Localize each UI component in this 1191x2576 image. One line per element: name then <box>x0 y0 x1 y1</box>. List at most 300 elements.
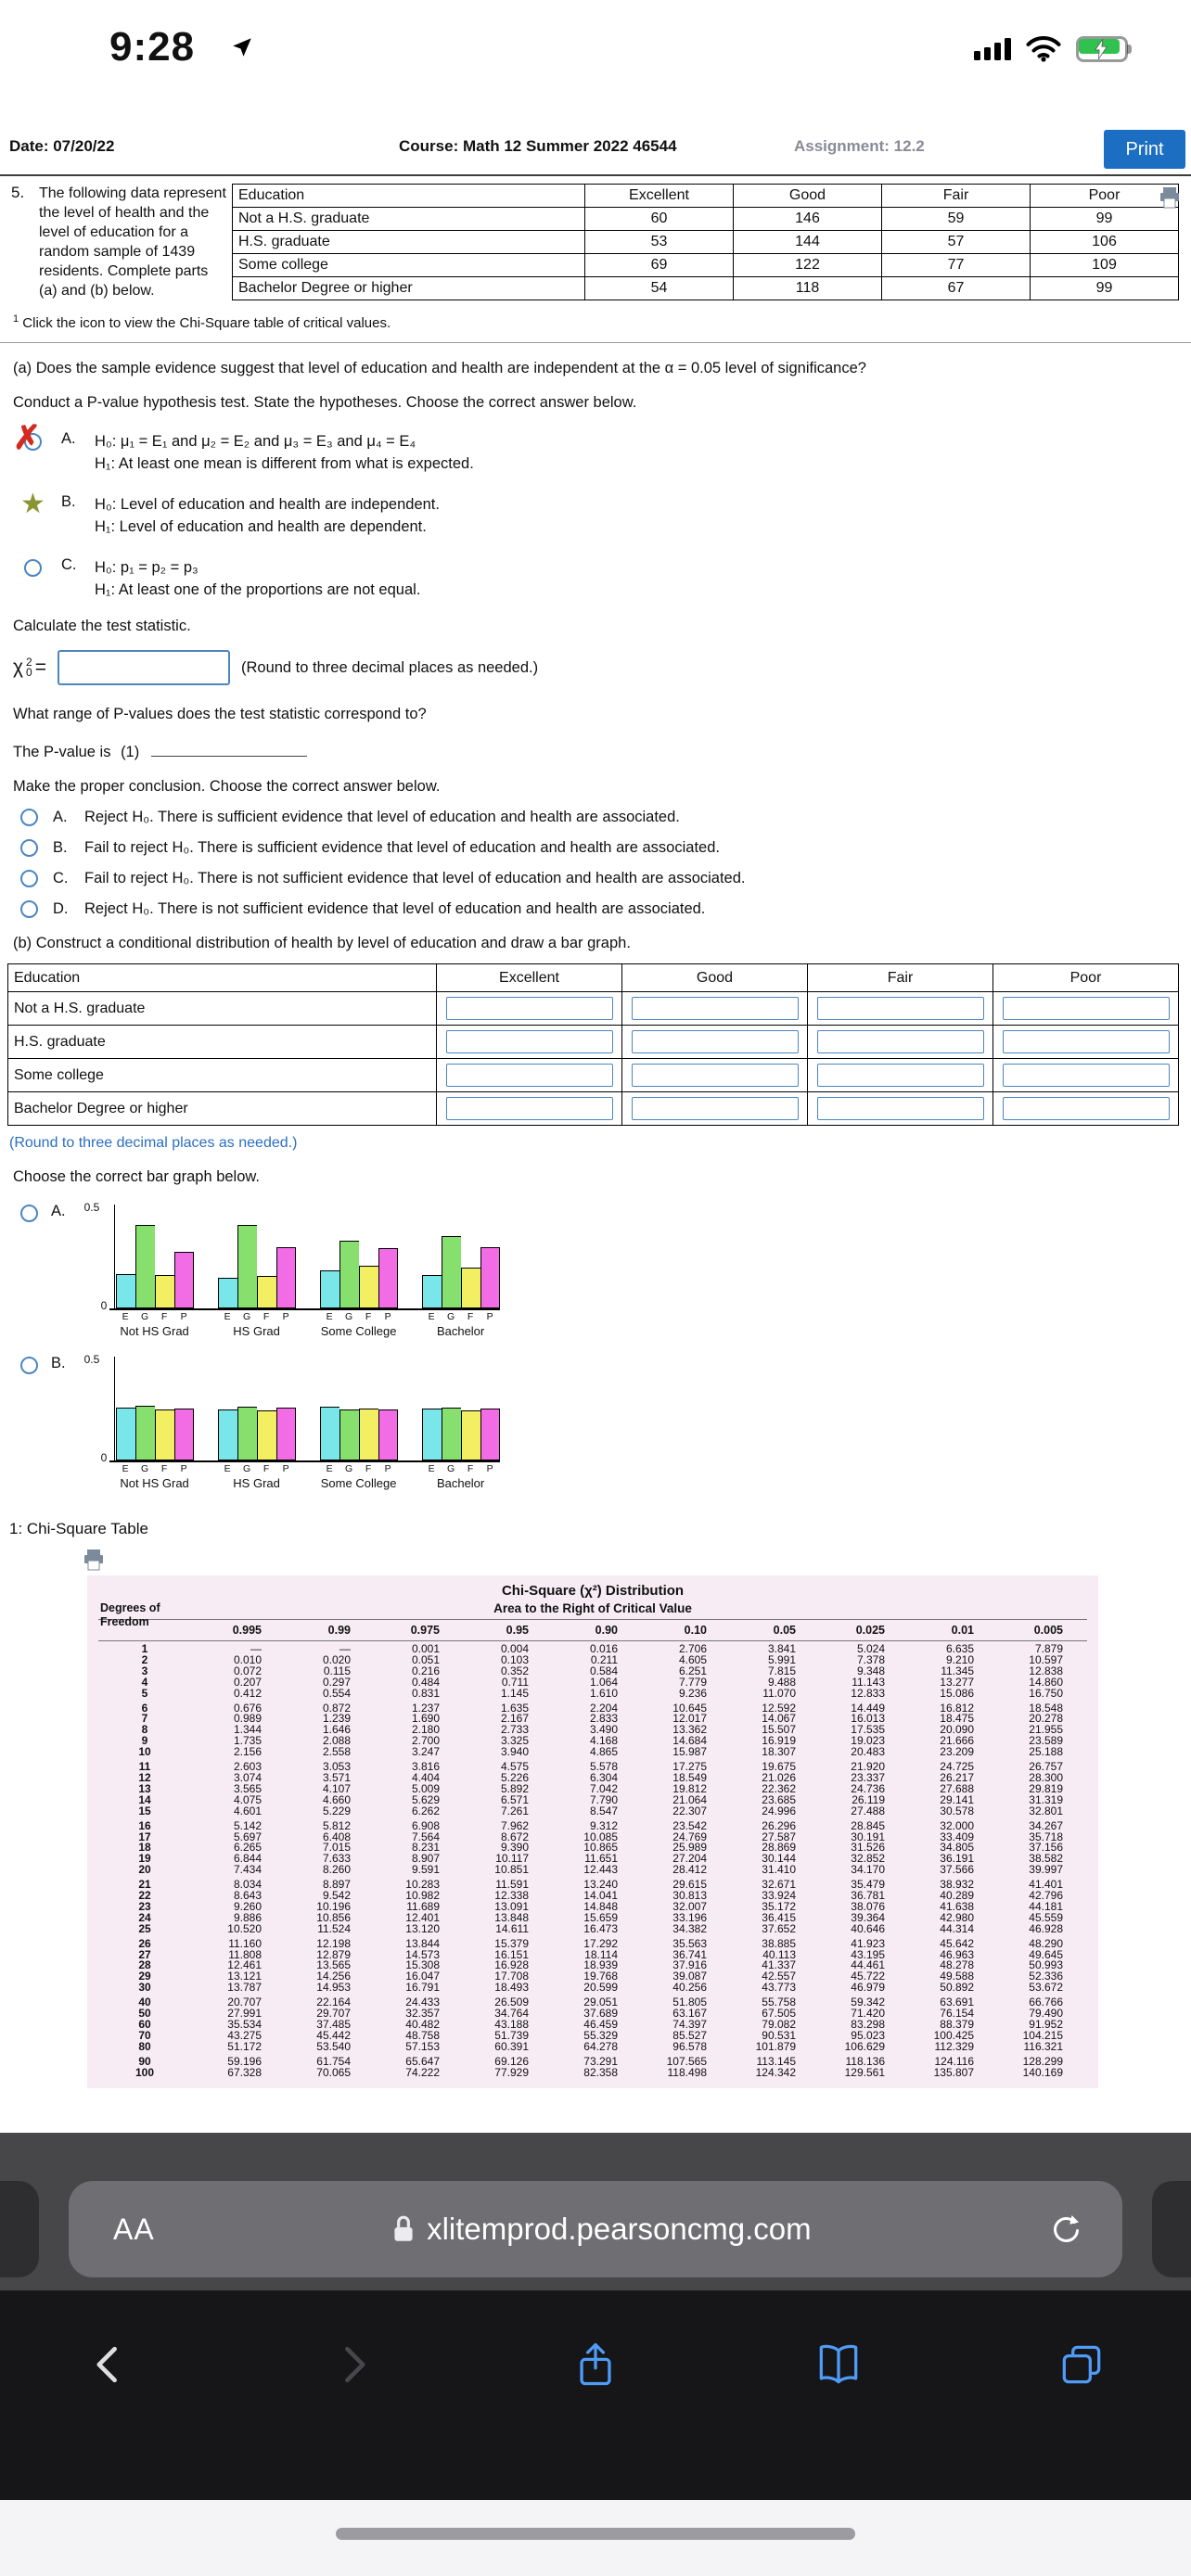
chi-critical-value: 9.591 <box>411 1863 440 1877</box>
chi-critical-value: 2.833 <box>589 1712 618 1726</box>
hypothesis-choice-b[interactable] <box>17 489 1191 538</box>
chi-critical-value: 67.505 <box>762 2007 796 2021</box>
chi-critical-value: 16.750 <box>1029 1686 1063 1700</box>
chi-critical-value: 7.564 <box>411 1830 440 1843</box>
chi-critical-value: 7.015 <box>322 1841 351 1855</box>
bar-p <box>174 1252 194 1308</box>
chi-critical-value: 16.919 <box>762 1734 796 1748</box>
chi-critical-value: 44.181 <box>1029 1899 1063 1913</box>
chi-critical-value: 38.076 <box>851 1899 885 1913</box>
forward-button[interactable] <box>327 2337 378 2392</box>
chi-critical-value: 27.488 <box>851 1804 885 1817</box>
chi-critical-value: 29.819 <box>1029 1781 1063 1795</box>
part-a-question: (a) Does the sample evidence suggest that level of education and health are independent at the α = 0.05 level of significance? <box>13 360 866 376</box>
bar-f <box>359 1266 378 1308</box>
answer-input[interactable] <box>632 1030 799 1053</box>
chi-critical-value: 7.779 <box>678 1675 707 1689</box>
chi-critical-value: 24.769 <box>672 1830 707 1843</box>
chi-critical-value: 37.652 <box>762 1921 796 1935</box>
cellular-signal-icon <box>974 37 1011 60</box>
chi-critical-value: 32.852 <box>851 1852 885 1866</box>
answer-input[interactable] <box>632 997 799 1020</box>
health-value-cell: 67 <box>882 277 1031 300</box>
df-value: 27 <box>138 1947 151 1961</box>
chi-critical-value: 22.362 <box>762 1781 796 1795</box>
chi-critical-value: 0.004 <box>500 1642 529 1655</box>
chi-critical-value: 21.026 <box>762 1770 796 1784</box>
chi-critical-value: 43.275 <box>227 2028 262 2042</box>
chi-critical-value: 4.660 <box>322 1792 351 1806</box>
chi-critical-value: 23.542 <box>672 1818 707 1832</box>
chi-critical-value: 27.688 <box>940 1781 974 1795</box>
bar-letter: P <box>180 1311 187 1322</box>
df-value: 50 <box>138 2007 151 2021</box>
chi-critical-value: 2.156 <box>233 1745 262 1759</box>
reload-button[interactable] <box>1048 2213 1082 2246</box>
chi-table-header-row <box>98 1620 1087 1641</box>
hypothesis-choice-c[interactable] <box>17 556 1191 601</box>
chi-critical-value: 15.086 <box>940 1686 974 1700</box>
chi-table-section-label: 1: Chi-Square Table <box>9 1520 148 1537</box>
chi-critical-value: 46.979 <box>851 1981 885 1995</box>
graph-option-letter: B. <box>51 1355 66 1371</box>
graph-option-radio[interactable] <box>20 1205 38 1222</box>
chi-critical-value: 31.410 <box>762 1863 796 1877</box>
chi-critical-value: 63.167 <box>672 2007 707 2021</box>
chi-critical-value: 42.796 <box>1029 1889 1063 1903</box>
bar-g <box>339 1241 359 1308</box>
answer-input[interactable] <box>632 1097 799 1120</box>
print-table-icon[interactable] <box>82 1548 106 1572</box>
partb-cell <box>622 1026 808 1059</box>
chi-critical-value: 0.711 <box>501 1675 529 1689</box>
chi-critical-value: 12.838 <box>1029 1664 1063 1677</box>
chi-column-header: 0.025 <box>855 1624 885 1637</box>
radio-button[interactable] <box>20 900 38 918</box>
chi-table-row <box>98 1983 1087 1994</box>
df-value: 28 <box>138 1958 151 1972</box>
chi-table-row <box>98 1686 1087 1700</box>
education-row-label: H.S. graduate <box>8 1026 437 1059</box>
chi-critical-value: 26.757 <box>1029 1760 1063 1774</box>
chi-critical-value: 95.023 <box>851 2028 885 2042</box>
chi-critical-value: 6.908 <box>411 1818 440 1832</box>
chi-critical-value: 2.700 <box>411 1734 440 1748</box>
health-value-cell: 122 <box>734 254 882 277</box>
chi-critical-value: 30.813 <box>672 1889 707 1903</box>
bar-letter: F <box>263 1311 270 1322</box>
problem-number: 5. <box>11 184 25 201</box>
chi-critical-value: 32.357 <box>405 2007 440 2021</box>
chi-critical-value: 32.671 <box>762 1878 796 1892</box>
chi-critical-value: 16.013 <box>851 1712 885 1726</box>
print-button[interactable]: Print <box>1104 130 1185 169</box>
bar-letter: G <box>345 1463 353 1474</box>
choice-text: Fail to reject H₀. There is sufficient evidence that level of education and health are associated. <box>84 839 720 856</box>
chi-critical-value: 24.736 <box>851 1781 885 1795</box>
health-education-table <box>232 184 1179 300</box>
chi-table-row <box>98 1865 1087 1876</box>
chi-critical-value: 4.404 <box>411 1770 440 1784</box>
bar-cluster <box>320 1205 398 1308</box>
answer-input[interactable] <box>1003 1064 1170 1087</box>
chi-critical-value: 2.167 <box>500 1712 529 1726</box>
chi-critical-value: 12.592 <box>762 1701 796 1715</box>
incorrect-x-icon: ✗ <box>13 418 42 456</box>
print-page-icon[interactable] <box>1158 185 1182 210</box>
chi-critical-value: 13.844 <box>405 1936 440 1950</box>
chi-table-row <box>98 2065 1087 2079</box>
chi-critical-value: 25.188 <box>1029 1745 1063 1759</box>
chi-critical-value: 1.735 <box>233 1734 262 1748</box>
df-value: 29 <box>138 1970 151 1983</box>
chi-critical-value: 50.892 <box>940 1981 974 1995</box>
chi-critical-value: 1.237 <box>411 1701 440 1715</box>
chi-critical-value: 0.484 <box>411 1675 440 1689</box>
chi-critical-value: 16.812 <box>940 1701 974 1715</box>
chi-column-header: 0.05 <box>773 1624 796 1637</box>
chi-critical-value: 30.144 <box>762 1852 796 1866</box>
part-b-round-note: (Round to three decimal places as needed.) <box>9 1135 298 1151</box>
chi-critical-value: 24.996 <box>762 1804 796 1817</box>
df-value: 15 <box>138 1804 151 1817</box>
chi-critical-value: 106.629 <box>844 2039 885 2053</box>
bar-e <box>320 1270 339 1308</box>
chi-critical-value: 82.358 <box>583 2065 618 2079</box>
health-value-cell: 109 <box>1031 254 1179 277</box>
radio-button[interactable] <box>20 870 38 887</box>
answer-input[interactable] <box>446 1030 613 1053</box>
chi-critical-value: 14.573 <box>405 1947 440 1961</box>
chi-critical-value: 12.338 <box>494 1889 529 1903</box>
education-column-header: Education <box>233 185 585 208</box>
chi-critical-value: 9.886 <box>233 1910 262 1924</box>
df-value: 40 <box>138 1996 151 2009</box>
chi-critical-value: 19.812 <box>672 1781 707 1795</box>
chi-critical-value: 0.072 <box>233 1664 262 1677</box>
chi-critical-value: 129.561 <box>844 2065 885 2079</box>
health-value-cell: 77 <box>882 254 1031 277</box>
chi-critical-value: 0.989 <box>233 1712 262 1726</box>
answer-input[interactable] <box>446 997 613 1020</box>
chi-critical-value: 18.307 <box>762 1745 796 1759</box>
chi-critical-value: 135.807 <box>933 2065 974 2079</box>
chi-critical-value: 70.065 <box>316 2065 351 2079</box>
chi-critical-value: 128.299 <box>1022 2054 1063 2068</box>
chi-critical-value: 6.408 <box>322 1830 351 1843</box>
bar-letter: E <box>224 1463 231 1474</box>
location-arrow-icon <box>230 35 254 59</box>
chi-critical-value: 11.143 <box>852 1675 885 1689</box>
chi-critical-value: 6.262 <box>411 1804 440 1817</box>
plot-area <box>116 1205 500 1338</box>
chi-critical-value: 37.916 <box>672 1958 707 1972</box>
health-value-cell: 144 <box>734 231 882 254</box>
chi-critical-value: 2.180 <box>411 1723 440 1737</box>
chi-critical-value: 1.344 <box>233 1723 262 1737</box>
home-indicator[interactable] <box>336 2528 855 2540</box>
chi-critical-value: 35.718 <box>1029 1830 1063 1843</box>
p-value-marker: (1) <box>121 744 140 760</box>
answer-input[interactable] <box>446 1097 613 1120</box>
partb-row <box>8 992 1179 1026</box>
answer-input[interactable] <box>1003 997 1170 1020</box>
df-value: 13 <box>138 1781 151 1795</box>
partb-cell <box>622 1092 808 1126</box>
choice-text: Reject H₀. There is not sufficient evidence that level of education and health are associated. <box>84 900 706 917</box>
health-value-cell: 99 <box>1031 277 1179 300</box>
chi-critical-value: 14.041 <box>583 1889 618 1903</box>
chi-critical-value: 9.236 <box>678 1686 707 1700</box>
bar-letter: E <box>326 1463 333 1474</box>
chi-critical-value: 37.156 <box>1029 1841 1063 1855</box>
answer-input[interactable] <box>632 1064 799 1087</box>
chi-critical-value: 17.535 <box>851 1723 885 1737</box>
choice-c-marker <box>17 556 61 601</box>
clock: 9:28 <box>109 24 196 70</box>
answer-input[interactable] <box>446 1064 613 1087</box>
partb-cell <box>993 1026 1179 1059</box>
chi-critical-value: 8.672 <box>500 1830 529 1843</box>
df-value: 1 <box>141 1642 148 1655</box>
chi-critical-value: 5.009 <box>411 1781 440 1795</box>
answer-input[interactable] <box>817 1030 984 1053</box>
health-table-row <box>233 231 1179 254</box>
chi-critical-value: 49.588 <box>940 1970 974 1983</box>
chi-critical-value: 34.267 <box>1029 1818 1063 1832</box>
conclusion-choice-c[interactable] <box>20 870 1191 887</box>
chi-critical-value: 23.589 <box>1029 1734 1063 1748</box>
chi-critical-value: 0.115 <box>323 1664 351 1677</box>
df-value: 11 <box>138 1760 151 1774</box>
chi-critical-value: 55.329 <box>583 2028 618 2042</box>
chi-critical-value: 16.791 <box>405 1981 440 1995</box>
bar-cluster <box>422 1357 500 1460</box>
bar-letter: E <box>428 1311 435 1322</box>
bar-letter-row <box>218 1311 296 1322</box>
chi-critical-value: 2.204 <box>589 1701 618 1715</box>
date-label: Date: 07/20/22 <box>9 137 115 155</box>
bar-g <box>135 1225 155 1308</box>
choice-text: H₀: p₁ = p₂ = p₃ H₁: At least one of the proportions are not equal. <box>95 559 421 598</box>
radio-button[interactable] <box>20 809 38 826</box>
chi-critical-value: 37.689 <box>583 2007 618 2021</box>
education-row-label: Bachelor Degree or higher <box>233 277 585 300</box>
chi-critical-value: 15.659 <box>583 1910 618 1924</box>
chi-critical-value: 33.409 <box>940 1830 974 1843</box>
chi-critical-value: 12.017 <box>672 1712 707 1726</box>
chi-critical-value: 37.566 <box>940 1863 974 1877</box>
chi-critical-value: 55.758 <box>762 1996 796 2009</box>
chi-critical-value: 36.741 <box>672 1947 707 1961</box>
chi-critical-value: 53.672 <box>1029 1981 1063 1995</box>
chi-critical-value: 1.646 <box>322 1723 351 1737</box>
chi-table-row <box>98 2039 1087 2053</box>
chi-critical-value: 0.016 <box>589 1642 618 1655</box>
choice-letter: A. <box>61 430 76 447</box>
chi-critical-value: 77.929 <box>494 2065 529 2079</box>
answer-input[interactable] <box>1003 1030 1170 1053</box>
bar-group <box>116 1357 194 1490</box>
chi-critical-value: 30.191 <box>851 1830 885 1843</box>
chi-critical-value: 28.300 <box>1029 1770 1063 1784</box>
bar-letter: G <box>447 1463 455 1474</box>
conclusion-choice-d[interactable] <box>20 900 1191 918</box>
chi-critical-value: 10.982 <box>405 1889 440 1903</box>
bar-g <box>442 1236 461 1308</box>
partb-cell <box>437 1026 622 1059</box>
chi-critical-value: 36.191 <box>940 1852 974 1866</box>
bar-f <box>359 1409 378 1460</box>
chi-critical-value: 7.633 <box>322 1852 351 1866</box>
chi-critical-value: 118.136 <box>845 2054 885 2068</box>
chi-critical-value: 3.571 <box>322 1770 351 1784</box>
chi-critical-value: 12.461 <box>227 1958 262 1972</box>
chi-critical-value: 18.114 <box>584 1947 618 1961</box>
partb-cell <box>993 1092 1179 1126</box>
answer-input[interactable] <box>1003 1097 1170 1120</box>
chi-critical-value: 14.953 <box>316 1981 351 1995</box>
chi-critical-value: 6.844 <box>233 1852 262 1866</box>
bar-p <box>276 1408 296 1460</box>
p-value-prefix: The P-value is <box>13 744 111 760</box>
health-table-header-row <box>233 185 1179 208</box>
chi-critical-value: 51.739 <box>494 2028 529 2042</box>
bar-letter-row <box>320 1463 398 1474</box>
chi-table-footnote-link[interactable] <box>13 313 1191 331</box>
assignment-header <box>0 132 1191 174</box>
chi-critical-value: 65.647 <box>405 2054 440 2068</box>
health-value-cell: 57 <box>882 231 1031 254</box>
answer-input[interactable] <box>817 997 984 1020</box>
bar-letter: F <box>467 1311 474 1322</box>
tabs-button[interactable] <box>1056 2337 1108 2392</box>
chi-critical-value: 35.172 <box>762 1899 796 1913</box>
bar-letter: P <box>486 1311 493 1322</box>
df-value: 20 <box>138 1863 151 1877</box>
bar-g <box>135 1406 155 1460</box>
bar-letter: G <box>447 1311 455 1322</box>
radio-button[interactable] <box>20 839 38 857</box>
df-value: 60 <box>138 2018 151 2031</box>
health-table-row <box>233 277 1179 300</box>
group-label: HS Grad <box>233 1324 280 1338</box>
chi-critical-value: 66.766 <box>1029 1996 1063 2009</box>
graph-option-radio[interactable] <box>20 1357 38 1374</box>
choice-letter: B. <box>53 839 68 856</box>
chi-critical-value: 41.638 <box>940 1899 974 1913</box>
chi-critical-value: 49.645 <box>1029 1947 1063 1961</box>
chi-critical-value: 9.210 <box>945 1652 974 1666</box>
p-value-dropdown-blank[interactable] <box>151 744 307 757</box>
chi-critical-value: 34.382 <box>672 1921 707 1935</box>
bar-cluster <box>422 1205 500 1308</box>
chi-critical-value: 14.449 <box>851 1701 885 1715</box>
chi-critical-value: 3.816 <box>411 1760 440 1774</box>
bar-letter: P <box>180 1463 187 1474</box>
lock-icon <box>391 2214 416 2244</box>
chi-critical-value: 14.860 <box>1029 1675 1063 1689</box>
chi-critical-value: 41.401 <box>1029 1878 1063 1892</box>
chi-critical-value: 26.296 <box>762 1818 796 1832</box>
choice-letter: C. <box>61 556 77 573</box>
previous-tab-stub[interactable] <box>0 2181 39 2277</box>
chi-critical-value: 5.229 <box>322 1804 351 1817</box>
radio-button[interactable] <box>24 559 42 577</box>
chi-critical-value: 15.379 <box>494 1936 529 1950</box>
back-button[interactable] <box>83 2337 135 2392</box>
safari-toolbar <box>0 2290 1191 2500</box>
answer-input[interactable] <box>817 1097 984 1120</box>
chi-critical-value: 1.145 <box>500 1686 529 1700</box>
webpage-content <box>0 93 1191 2133</box>
chi-critical-value: 20.278 <box>1029 1712 1063 1726</box>
education-row-label: Bachelor Degree or higher <box>8 1092 437 1126</box>
chi-critical-value: 19.023 <box>851 1734 885 1748</box>
next-tab-stub[interactable] <box>1152 2181 1191 2277</box>
chi-critical-value: 27.204 <box>672 1852 707 1866</box>
conclusion-choice-a[interactable] <box>20 809 1191 826</box>
chi-critical-value: 0.676 <box>233 1701 262 1715</box>
hypothesis-choice-a[interactable] <box>13 418 1191 475</box>
bar-group <box>218 1205 296 1338</box>
bar-letter: G <box>141 1463 149 1474</box>
partb-cell <box>993 992 1179 1026</box>
chi-critical-value: 28.412 <box>672 1863 707 1877</box>
df-value: 23 <box>138 1899 151 1913</box>
chi-critical-value: 43.188 <box>494 2018 529 2031</box>
bar-letter: F <box>365 1311 372 1322</box>
chi-critical-value: 3.325 <box>500 1734 529 1748</box>
chi-critical-value: 4.865 <box>589 1745 618 1759</box>
safari-chrome <box>0 2133 1191 2576</box>
chi-critical-value: 6.251 <box>678 1664 707 1677</box>
chi-critical-value: 45.642 <box>940 1936 974 1950</box>
chi-critical-value: 51.805 <box>672 1996 707 2009</box>
chi-critical-value: 0.412 <box>233 1686 262 1700</box>
health-column-header: Good <box>734 185 882 208</box>
chi-critical-value: 9.542 <box>322 1889 351 1903</box>
conclusion-choice-b[interactable] <box>20 839 1191 857</box>
bookmarks-button[interactable] <box>813 2337 864 2392</box>
chi-critical-value: 20.707 <box>227 1996 262 2009</box>
chi-critical-value: 12.443 <box>583 1863 618 1877</box>
education-row-label: H.S. graduate <box>233 231 585 254</box>
chi-critical-value: 20.599 <box>583 1981 618 1995</box>
chi-critical-value: 7.815 <box>767 1664 796 1677</box>
df-value: 12 <box>138 1770 151 1784</box>
chi-critical-value: 71.420 <box>851 2007 885 2021</box>
bar-letter: E <box>122 1311 129 1322</box>
answer-input[interactable] <box>817 1064 984 1087</box>
chi-critical-value: 36.415 <box>762 1910 796 1924</box>
chi-square-table <box>87 1575 1098 2088</box>
df-value: 80 <box>138 2039 151 2053</box>
chi-critical-value: 11.070 <box>762 1686 796 1700</box>
test-statistic-input[interactable] <box>58 650 230 685</box>
share-button[interactable] <box>570 2337 621 2392</box>
chi-critical-value: 0.020 <box>322 1652 351 1666</box>
address-bar[interactable] <box>69 2181 1122 2277</box>
reader-aa-button[interactable]: AA <box>113 2212 155 2246</box>
chi-critical-value: 1.635 <box>500 1701 529 1715</box>
chi-critical-value: 9.390 <box>500 1841 529 1855</box>
chi-critical-value: 10.283 <box>405 1878 440 1892</box>
bar-letter-row <box>116 1311 194 1322</box>
df-value: 7 <box>141 1712 148 1726</box>
chi-critical-value: 3.940 <box>500 1745 529 1759</box>
df-value: 17 <box>138 1830 151 1843</box>
